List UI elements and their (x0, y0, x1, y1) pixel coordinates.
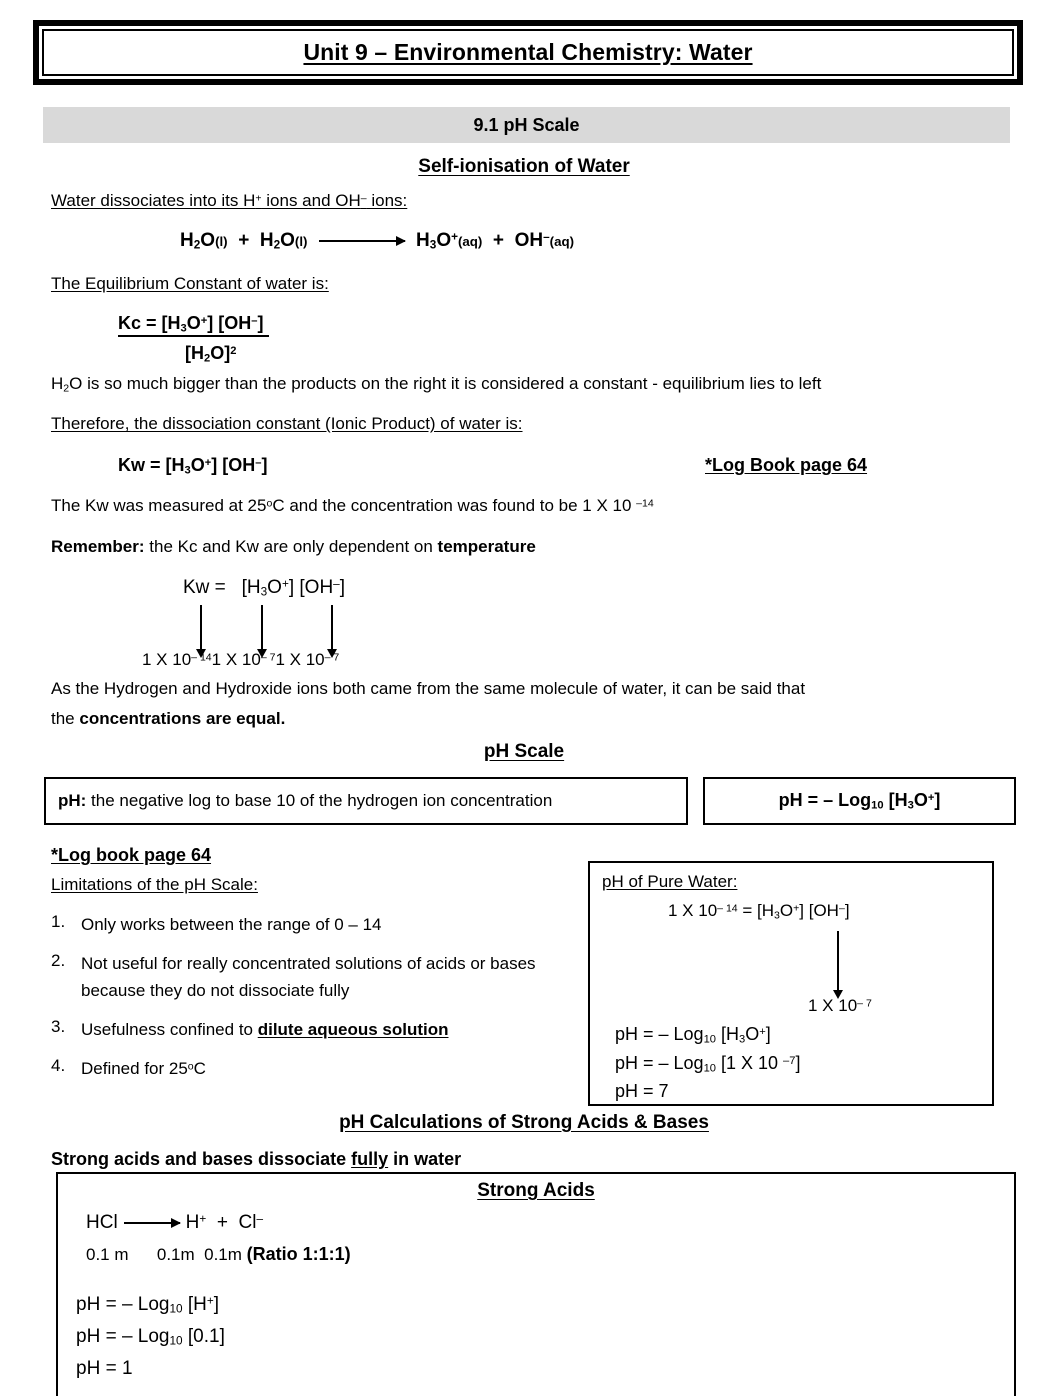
reaction-cl: Cl (238, 1212, 257, 1233)
eq-h3o-charge: + (451, 230, 458, 244)
list-item (51, 1056, 586, 1082)
ph-definition-text (58, 790, 552, 813)
strong-lead-post: in water (388, 1149, 462, 1169)
list-item (51, 912, 586, 938)
intro-sup-minus: – (360, 192, 367, 205)
reaction-hcl: HCl (86, 1212, 118, 1233)
pure-water-calc-1: pH = – Log$_{10}$ $[H_3O^+]$ (615, 1024, 771, 1046)
list-item-text (81, 912, 586, 938)
eq-h2o-1-h: H (180, 230, 194, 251)
limitations-logbook-ref: *Log book page 64 (51, 845, 212, 865)
remember-bold: temperature (437, 537, 536, 556)
strong-lead-underline: fully (351, 1149, 389, 1169)
strong-acid-concentrations (86, 1244, 351, 1265)
conc-1: 0.1 m (86, 1245, 129, 1264)
eq-h3o-sub: 3 (429, 238, 437, 252)
conclusion-pre: the (51, 709, 80, 728)
strong-acid-calc-3: pH = 1 (76, 1358, 133, 1379)
eq-oh-charge: – (543, 230, 550, 244)
section-band (43, 107, 1010, 143)
eq-state-l2: (l) (294, 234, 308, 249)
page-title-box (33, 20, 1023, 85)
eq-h3o-o: O (436, 230, 452, 251)
eq-plus-2: + (492, 230, 505, 251)
strong-lead-pre: Strong acids and bases dissociate (51, 1149, 352, 1169)
kw-value-1: 1 X 10 (142, 650, 192, 669)
pure-water-calc-2: pH = – Log$_{10}$ [1 X 10 $^{-7}$] (615, 1053, 801, 1075)
list-item-body: Only works between the range of 0 – 14 (81, 915, 382, 934)
equilibrium-explanation: $H_2O$ is so much bigger than the products on the right it is considered a constant - equilibrium lies to left (51, 374, 822, 395)
pure-water-result (808, 996, 872, 1016)
list-item-text (81, 1017, 586, 1043)
ph-definition-label: pH: (58, 790, 87, 810)
conc-3: 0.1m (204, 1245, 242, 1264)
reaction-plus: + (216, 1212, 228, 1233)
kw-value-2: 1 X 10 (211, 650, 261, 669)
reaction-arrow-icon-hcl (124, 1222, 180, 1224)
ph-formula-box (703, 777, 1016, 825)
list-item-number: 1. (51, 912, 66, 931)
therefore-line: Therefore, the dissociation constant (Ionic Product) of water is: (51, 414, 523, 433)
list-item (51, 1017, 586, 1043)
pure-water-box (588, 861, 994, 1106)
strong-section-heading: pH Calculations of Strong Acids & Bases (339, 1112, 709, 1133)
remember-label: Remember: (51, 537, 145, 556)
eq-h3o-h: H (416, 230, 430, 251)
conclusion-line-2 (51, 708, 285, 731)
eq-state-aq2: (aq) (549, 234, 575, 249)
eq-state-l1: (l) (215, 234, 228, 249)
kw-diagram-kw: Kw = (183, 577, 226, 598)
self-ionisation-heading: Self-ionisation of Water (418, 156, 630, 177)
eq-state-aq1: (aq) (457, 234, 483, 249)
intro-part-1: Water dissociates into its H (51, 191, 256, 210)
remember-text: the Kc and Kw are only dependent on (144, 537, 438, 556)
list-item-number: 4. (51, 1056, 66, 1076)
down-arrow-icon-2 (261, 605, 263, 650)
ph-definition-box (44, 777, 688, 825)
ph-definition-body: the negative log to base 10 of the hydrogen ion concentration (86, 790, 553, 810)
strong-acid-calc-2: pH = – Log$_{10}$ [0.1] (76, 1326, 225, 1348)
conclusion-line-1: As the Hydrogen and Hydroxide ions both came from the same molecule of water, it can be said that (51, 679, 806, 698)
list-item-body: Not useful for really concentrated solutions of acids or bases because they do not dissociate fully (81, 954, 536, 1000)
kw-value-1-exp: – 14 (191, 651, 212, 664)
conc-ratio: (Ratio 1:1:1) (246, 1244, 351, 1264)
intro-part-2: ions and OH (261, 191, 361, 210)
pure-water-heading: pH of Pure Water: (602, 872, 738, 891)
self-ionisation-intro (51, 190, 407, 213)
reaction-cl-charge: – (256, 1212, 264, 1226)
kw-diagram-values (142, 650, 339, 670)
log-book-reference: *Log Book page 64 (705, 455, 868, 475)
limitations-heading: Limitations of the pH Scale: (51, 875, 258, 894)
page-title: Unit 9 – Environmental Chemistry: Water (303, 39, 753, 65)
down-arrow-icon-pure-water (837, 931, 839, 991)
ph-scale-heading: pH Scale (483, 741, 565, 762)
strong-acids-box-heading: Strong Acids (477, 1180, 595, 1201)
pure-water-exp: – 14 (717, 902, 738, 915)
kc-denominator: $[H_2O]^2$ (185, 343, 237, 365)
eq-h2o-2-sub: 2 (273, 238, 281, 252)
conc-2: 0.1m (156, 1245, 195, 1264)
kw-value-2-exp: – 7 (260, 651, 276, 664)
kw-value-3-exp: – 7 (324, 651, 340, 664)
list-item-body: Usefulness confined to (81, 1020, 258, 1040)
strong-acid-reaction (86, 1212, 263, 1234)
remember-line (51, 536, 536, 559)
kw-value-3: 1 X 10 (275, 650, 325, 669)
pure-water-line-1: 1 X $10^{- 14} = [H_3O^+]$ [OH–] (668, 901, 850, 922)
section-band-label: 9.1 pH Scale (473, 114, 580, 135)
list-item-emphasis: dilute aqueous solution (257, 1020, 449, 1040)
down-arrow-icon-3 (331, 605, 333, 650)
pure-water-mantissa: 1 X 10 (668, 901, 718, 920)
page-title-inner-border (42, 29, 1014, 76)
reaction-h-charge: + (199, 1212, 207, 1226)
kw-diagram-label: $Kw = [H_3O^+]$ [OH–] (183, 577, 345, 599)
kw-measurement-line: The Kw was measured at 25$^o$C and the concentration was found to be 1 X 10 $^{-14}$ (51, 496, 654, 515)
limitations-list (51, 912, 586, 1096)
list-item-number: 2. (51, 951, 66, 971)
pure-water-calc-3: pH = 7 (615, 1081, 669, 1101)
eq-h2o-2-o: O (280, 230, 295, 251)
eq-plus-1: + (238, 230, 250, 251)
eq-h2o-2-h: H (259, 230, 274, 251)
reaction-h: H (185, 1212, 200, 1233)
eq-oh: OH (514, 230, 544, 251)
pure-water-result-exp: – 7 (857, 997, 872, 1010)
eq-h2o-1-sub: 2 (193, 238, 201, 252)
down-arrow-icon-1 (200, 605, 202, 650)
kc-numerator: $Kc = [H_3O^+]$ [OH–] (118, 313, 269, 337)
strong-acid-calc-1: pH = – Log$_{10}$ [H+] (76, 1294, 220, 1316)
intro-sup-plus: + (255, 192, 262, 205)
list-item-text (81, 951, 586, 1004)
list-item-number: 3. (51, 1017, 66, 1037)
reaction-arrow-icon (319, 240, 405, 242)
list-item-text: Defined for 25$^o$C (81, 1059, 206, 1079)
intro-part-3: ions: (366, 191, 408, 210)
eq-h2o-1-o: O (200, 230, 216, 251)
strong-acids-box (56, 1172, 1016, 1396)
pure-water-result-mantissa: 1 X 10 (808, 996, 858, 1015)
strong-lead-line (51, 1147, 461, 1171)
equilibrium-lead-in: The Equilibrium Constant of water is: (51, 274, 329, 293)
list-item (51, 951, 586, 1004)
ph-formula: pH = – Log$_{10}$ $[H_3O^+]$ (778, 790, 941, 812)
conclusion-bold: concentrations are equal. (79, 709, 286, 728)
self-ionisation-equation (180, 230, 574, 252)
kw-equation: $Kw = [H_3O^+]$ [OH–] (118, 455, 268, 477)
